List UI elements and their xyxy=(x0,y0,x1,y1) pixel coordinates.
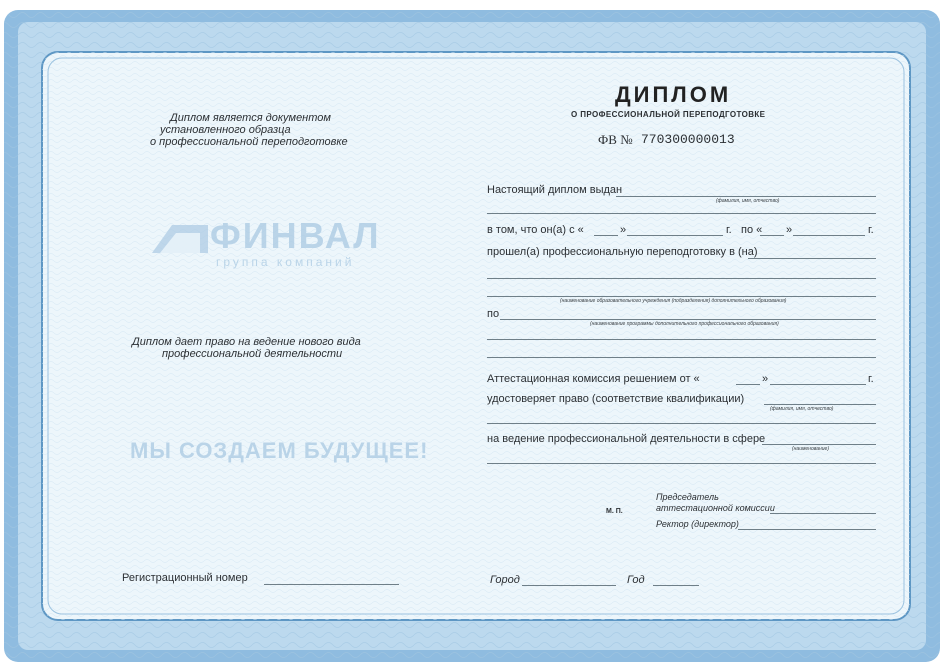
diploma-subtitle: О ПРОФЕССИОНАЛЬНОЙ ПЕРЕПОДГОТОВКЕ xyxy=(571,110,766,119)
status-line-2: установленного образца xyxy=(160,124,291,136)
year-suffix-2: г. xyxy=(868,224,874,236)
hint-name-2: (фамилия, имя, отчество) xyxy=(770,406,834,412)
year-label: Год xyxy=(627,574,645,586)
quote-close-1: » xyxy=(620,224,627,236)
diploma-number: 770300000013 xyxy=(641,132,735,147)
hint-naming: (наименование) xyxy=(792,446,829,452)
qualification-field-2 xyxy=(487,423,876,424)
sphere-field-2 xyxy=(487,463,876,464)
year-suffix-1: г. xyxy=(726,224,732,236)
period-from-label: в том, что он(а) с « xyxy=(487,224,584,236)
year-field xyxy=(653,585,699,586)
period-from-month-year xyxy=(627,235,723,236)
rector-label: Ректор (директор) xyxy=(656,519,739,529)
institution-field-3 xyxy=(487,296,876,297)
commission-month-year xyxy=(770,384,866,385)
sphere-field xyxy=(762,444,876,445)
rights-line-2: профессиональной деятельности xyxy=(162,348,343,360)
qualification-field xyxy=(764,404,876,405)
hint-program: (наименование программы дополнительного профессионального образования) xyxy=(590,321,779,327)
city-label: Город xyxy=(490,574,520,586)
logo-main-text: ФИНВАЛ xyxy=(210,215,381,256)
sphere-label: на ведение профессиональной деятельности в сфере xyxy=(487,433,766,445)
program-field xyxy=(500,319,876,320)
program-field-3 xyxy=(487,357,876,358)
logo-sub-text: группа компаний xyxy=(216,255,355,269)
period-from-day xyxy=(594,235,618,236)
chairman-line-2: аттестационной комиссии xyxy=(656,503,775,513)
stamp-place: М. П. xyxy=(606,508,623,515)
period-to-month-year xyxy=(793,235,865,236)
quote-close-2: » xyxy=(786,224,793,236)
rector-signature-field xyxy=(738,529,876,530)
logo-mark-icon xyxy=(150,219,210,255)
chairman-signature-field xyxy=(770,513,876,514)
program-field-2 xyxy=(487,339,876,340)
commission-day xyxy=(736,384,760,385)
company-logo xyxy=(150,215,380,275)
city-field xyxy=(522,585,616,586)
status-line-1: Диплом является документом xyxy=(170,112,331,124)
certifies-label: удостоверяет право (соответствие квалификации) xyxy=(487,393,745,405)
program-label: по xyxy=(487,308,500,320)
name-field xyxy=(616,196,876,197)
hint-institution: (наименование образовательного учреждения (подразделения) дополнительного образования) xyxy=(560,298,787,304)
reg-number-label: Регистрационный номер xyxy=(122,572,248,584)
passed-label: прошел(а) профессиональную переподготовку в (на) xyxy=(487,246,758,258)
quote-close-3: » xyxy=(762,373,769,385)
reg-number-field xyxy=(264,584,399,585)
series-label: ФВ № xyxy=(598,132,633,147)
diploma-title: ДИПЛОМ xyxy=(615,82,732,107)
period-to-label: по « xyxy=(741,224,763,236)
hint-name: (фамилия, имя, отчество) xyxy=(716,198,780,204)
issued-label: Настоящий диплом выдан xyxy=(487,184,623,196)
period-to-day xyxy=(760,235,784,236)
institution-field-2 xyxy=(487,278,876,279)
year-suffix-3: г. xyxy=(868,373,874,385)
chairman-line-1: Председатель xyxy=(656,492,719,502)
status-line-3: о профессиональной переподготовке xyxy=(150,136,348,148)
commission-label: Аттестационная комиссия решением от « xyxy=(487,373,700,385)
slogan-watermark: МЫ СОЗДАЕМ БУДУЩЕЕ! xyxy=(130,438,429,463)
name-field-2 xyxy=(487,213,876,214)
institution-field xyxy=(748,258,876,259)
rights-line-1: Диплом дает право на ведение нового вида xyxy=(132,336,361,348)
